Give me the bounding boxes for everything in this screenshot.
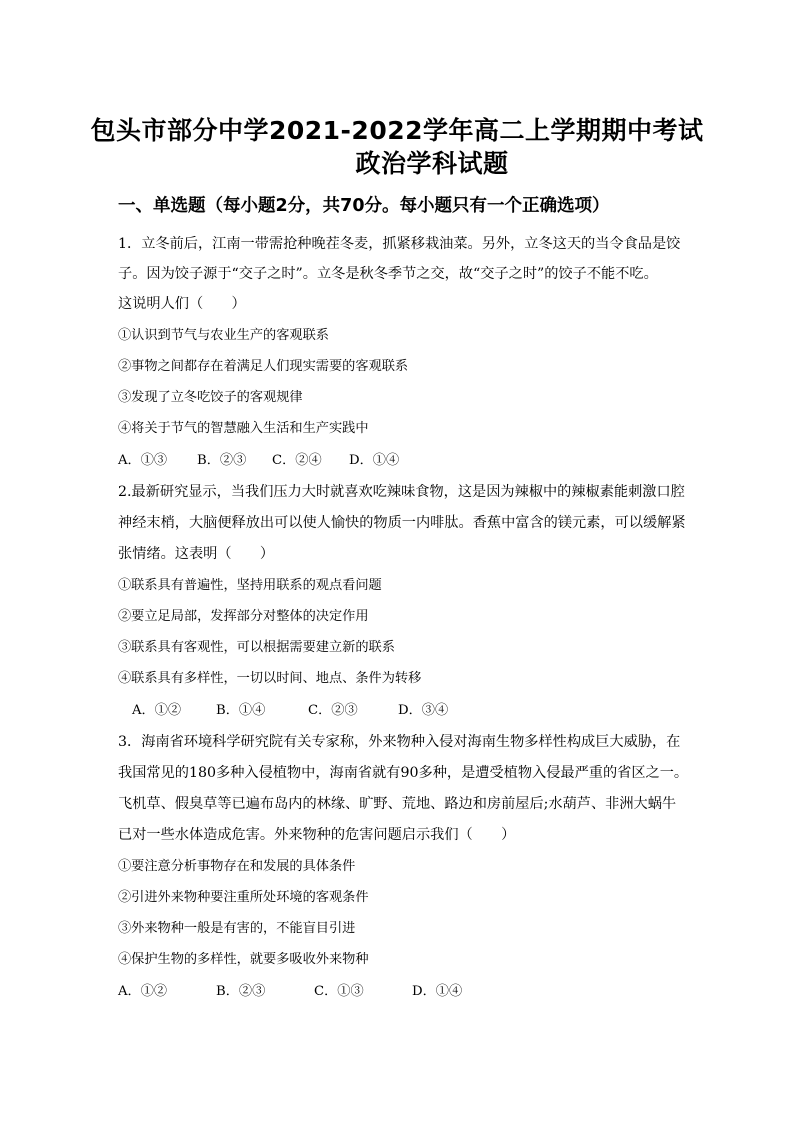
question-1-choice-a: A．①③ (118, 453, 168, 468)
question-2-choice-a: A．①② (132, 703, 182, 718)
question-3-statement-4: ④保护生物的多样性，就要多吸收外来物种 (118, 952, 369, 967)
exam-title-line-1: 包头市部分中学2021-2022学年高二上学期期中考试 (90, 116, 704, 145)
question-3-choice-a: A．①② (118, 984, 168, 999)
question-2-choice-c: C．②③ (308, 703, 358, 718)
question-2-stem-line-3: 张情绪。这表明（ ） (118, 546, 275, 562)
question-2-choice-d: D．③④ (398, 703, 449, 718)
question-2-stem-line-1: 2.最新研究显示，当我们压力大时就喜欢吃辣味食物，这是因为辣椒中的辣椒素能刺激口腔 (118, 484, 685, 500)
question-1-statement-1: ①认识到节气与农业生产的客观联系 (118, 328, 329, 343)
question-3-choice-c: C．①③ (314, 984, 364, 999)
question-2-choices (132, 701, 472, 721)
question-3-stem-line-2: 我国常见的180多种入侵植物中，海南省就有90多种，是遭受植物入侵最严重的省区之一。 (118, 765, 689, 781)
question-3-stem-line-4: 已对一些水体造成危害。外来物种的危害问题启示我们（ ） (118, 827, 516, 843)
question-3-choice-d: D．①④ (412, 984, 463, 999)
exam-title-line-2: 政治学科试题 (355, 149, 509, 178)
question-3-statement-1: ①要注意分析事物存在和发展的具体条件 (118, 859, 356, 874)
question-3-choice-b: B．②③ (216, 984, 266, 999)
question-3-choices (118, 982, 478, 1002)
question-1-choice-d: D．①④ (349, 453, 400, 468)
question-1-stem-line-2: 子。因为饺子源于“交子之时”。立冬是秋冬季节之交，故“交子之时”的饺子不能不吃。 (118, 266, 658, 282)
question-3-stem-line-3: 飞机草、假臭草等已遍布岛内的林缘、旷野、荒地、路边和房前屋后;水葫芦、非洲大蜗牛 (118, 796, 677, 812)
question-2-statement-2: ②要立足局部，发挥部分对整体的决定作用 (118, 609, 369, 624)
question-3-statement-3: ③外来物种一般是有害的，不能盲目引进 (118, 921, 356, 936)
question-1-statement-2: ②事物之间都存在着满足人们现实需要的客观联系 (118, 359, 409, 374)
question-1-choice-b: B．②③ (197, 453, 247, 468)
question-1-choice-c: C．②④ (272, 453, 322, 468)
question-3-stem-line-1: 3．海南省环境科学研究院有关专家称，外来物种入侵对海南生物多样性构成巨大威胁，在 (118, 734, 681, 750)
question-1-statement-3: ③发现了立冬吃饺子的客观规律 (118, 390, 303, 405)
question-2-choice-b: B．①④ (216, 703, 266, 718)
question-2-stem-line-2: 神经末梢，大脑便释放出可以使人愉快的物质一内啡肽。香蕉中富含的镁元素，可以缓解紧 (118, 515, 686, 531)
question-2-statement-3: ③联系具有客观性，可以根据需要建立新的联系 (118, 640, 395, 655)
question-3-statement-2: ②引进外来物种要注重所处环境的客观条件 (118, 890, 369, 905)
question-1-stem-line-1: 1．立冬前后，江南一带需抢种晚茬冬麦，抓紧移栽油菜。另外，立冬这天的当令食品是饺 (118, 236, 681, 252)
question-1-stem-line-3: 这说明人们（ ） (118, 296, 246, 312)
question-1-choices (118, 451, 458, 471)
question-2-statement-1: ①联系具有普遍性，坚持用联系的观点看问题 (118, 578, 382, 593)
question-1-statement-4: ④将关于节气的智慧融入生活和生产实践中 (118, 421, 369, 436)
question-2-statement-4: ④联系具有多样性，一切以时间、地点、条件为转移 (118, 671, 422, 686)
section-heading: 一、单选题（每小题2分，共70分。每小题只有一个正确选项） (118, 196, 610, 216)
